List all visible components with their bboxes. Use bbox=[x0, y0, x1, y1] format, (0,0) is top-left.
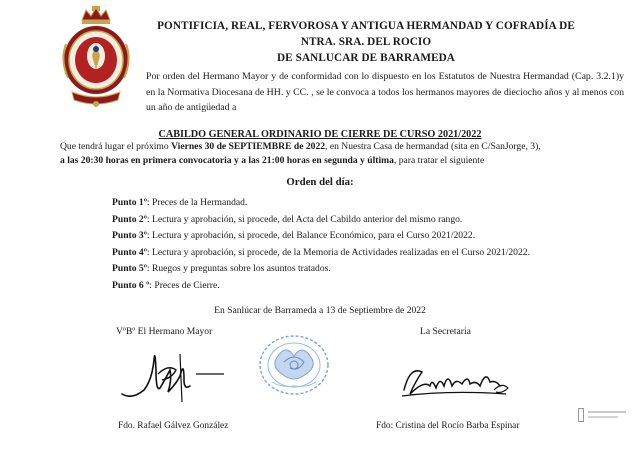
corner-logo-line bbox=[588, 416, 618, 418]
agenda-item-text: : Preces de Cierre. bbox=[149, 279, 220, 291]
header-line-3: DE SANLUCAR DE BARRAMEDA bbox=[277, 52, 455, 64]
brotherhood-header bbox=[146, 18, 586, 66]
agenda-item-text: : Lectura y aprobación, si procede, de la Memoria de Actividades realizadas en el Curso 2021/2022. bbox=[146, 246, 530, 258]
agenda-item bbox=[112, 213, 552, 227]
meeting-location: , en Nuestra Casa de hermandad (sita en C/SanJorge, 3), bbox=[325, 141, 541, 152]
agenda-item-label: Punto 5º bbox=[112, 263, 147, 275]
agenda-heading: Orden del día: bbox=[286, 176, 354, 188]
header-line-1: PONTIFICIA, REAL, FERVOROSA Y ANTIGUA HERMANDAD Y COFRADÍA DE bbox=[157, 20, 575, 32]
agenda-item-label: Punto 6 º bbox=[112, 279, 150, 291]
agenda-list bbox=[112, 196, 552, 296]
corner-logo bbox=[578, 408, 628, 422]
agenda-item bbox=[112, 246, 552, 260]
agenda-item bbox=[112, 229, 552, 243]
meeting-date: Viernes 30 de SEPTIEMBRE de 2022 bbox=[171, 141, 326, 152]
agenda-item-text: : Ruegos y preguntas sobre los asuntos tratados. bbox=[146, 263, 331, 275]
header-line-2: NTRA. SRA. DEL ROCIO bbox=[300, 36, 432, 48]
agenda-item bbox=[112, 279, 552, 293]
corner-logo-mark bbox=[578, 408, 584, 422]
meeting-times: a las 20:30 horas en primera convocatoria y a las 21:00 horas en segunda y última bbox=[60, 155, 394, 167]
secretary-name: Fdo: Cristina del Rocío Barba Espinar bbox=[376, 421, 520, 431]
agenda-item-text: : Lectura y aprobación, si procede, del Acta del Cabildo anterior del mismo rango. bbox=[146, 213, 463, 225]
corner-logo-line bbox=[588, 411, 626, 413]
details-intro-text: Que tendrá lugar el próximo bbox=[60, 141, 172, 152]
secretary-signature bbox=[400, 360, 510, 402]
agenda-item bbox=[112, 196, 552, 210]
agenda-item-label: Punto 4º bbox=[112, 246, 147, 258]
agenda-item-text: : Lectura y aprobación, si procede, del Balance Económico, para el Curso 2021/2022. bbox=[146, 230, 476, 242]
brotherhood-crest-logo bbox=[60, 4, 132, 110]
meeting-details bbox=[60, 140, 620, 168]
agenda-item bbox=[112, 262, 552, 276]
secretary-role-label: La Secretaria bbox=[420, 326, 471, 337]
president-signature bbox=[118, 340, 228, 406]
intro-paragraph: Por orden del Hermano Mayor y de conformidad con lo dispuesto en los Estatutos de Nuestra Hermandad (Cap. 3.2.1)y en la Normativa Diocesana de HH. y CC. , se le convoca a todos los hermanos mayores de dieciocho años y al menos con un año de antigüedad a bbox=[146, 71, 624, 113]
president-role-label: VºBº El Hermano Mayor bbox=[116, 326, 213, 337]
meeting-title-text: CABILDO GENERAL ORDINARIO DE CIERRE DE CURSO 2021/2022 bbox=[158, 129, 482, 140]
place-and-date: En Sanlúcar de Barrameda a 13 de Septiembre de 2022 bbox=[214, 305, 426, 316]
agenda-item-label: Punto 2º bbox=[112, 213, 147, 225]
details-closing-text: , para tratar el siguiente bbox=[393, 155, 485, 167]
brotherhood-seal-stamp bbox=[254, 332, 334, 398]
agenda-item-text: : Preces de la Hermandad. bbox=[146, 197, 248, 208]
agenda-item-label: Punto 1º bbox=[112, 197, 147, 208]
agenda-item-label: Punto 3º bbox=[112, 230, 147, 242]
president-name: Fdo. Rafael Gálvez González bbox=[118, 421, 229, 431]
